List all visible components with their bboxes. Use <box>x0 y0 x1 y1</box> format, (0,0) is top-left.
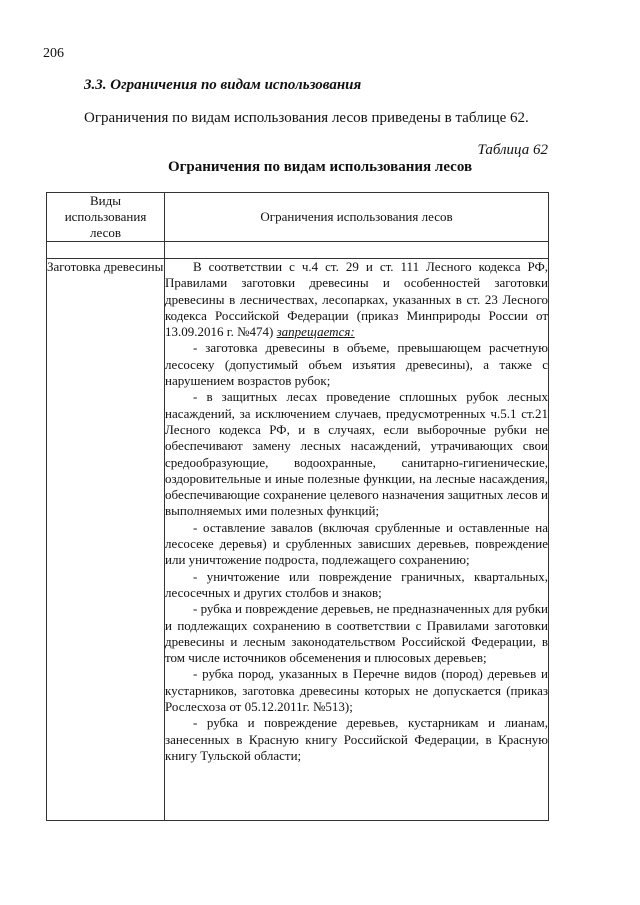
table-spacer-row <box>47 242 549 259</box>
intro-paragraph: Ограничения по видам использования лесов приведены в таблице 62. <box>84 110 529 126</box>
header-usage-types: Виды использования лесов <box>47 193 165 242</box>
restriction-item: - рубка и повреждение деревьев, кустарникам и лианам, занесенных в Красную книгу Российской Федерации, в Красную книгу Тульской области; <box>165 715 548 763</box>
restriction-item: - уничтожение или повреждение граничных, квартальных, лесосечных и других столбов и знаков; <box>165 568 548 600</box>
restriction-item: - рубка пород, указанных в Перечне видов (пород) деревьев и кустарников, заготовка древесины которых не допускается (приказ Рослесхоза от 05.12.2011г. №513); <box>165 666 548 715</box>
page-number: 206 <box>43 46 64 61</box>
usage-category: Заготовка древесины <box>47 259 165 821</box>
prohibited-word: запрещается: <box>276 324 355 340</box>
restriction-intro-text: В соответствии с ч.4 ст. 29 и ст. 111 Лесного кодекса РФ, Правилами заготовки древесины и особенностей заготовки древесины в лесничествах, лесопарках, указанных в ст. 23 Лесного кодекса Российской Федерации (приказ Минприроды России от 13.09.2016 г. №474) <box>165 259 548 340</box>
header-restrictions: Ограничения использования лесов <box>165 193 549 242</box>
restriction-item: - заготовка древесины в объеме, превышающем расчетную лесосеку (допустимый объем изъятия древесины), а также с нарушением возрастов рубок; <box>165 340 548 389</box>
restrictions-cell <box>165 259 549 821</box>
restrictions-table <box>46 192 549 821</box>
table-title: Ограничения по видам использования лесов <box>167 159 473 175</box>
restriction-intro <box>165 259 548 340</box>
restriction-item: - рубка и повреждение деревьев, не предназначенных для рубки и подлежащих сохранению в соответствии с Правилами заготовки древесины и лесным законодательством Российской Федерации, в том числе источников обсеменения и плюсовых деревьев; <box>165 601 548 666</box>
restriction-item: - оставление завалов (включая срубленные и оставленные на лесосеке деревья) и срубленных зависших деревьев, повреждение или уничтожение подроста, подлежащего сохранению; <box>165 519 548 568</box>
section-heading: 3.3. Ограничения по видам использования <box>84 77 362 93</box>
restriction-item: - в защитных лесах проведение сплошных рубок лесных насаждений, за исключением случаев, предусмотренных ч.5.1 ст.21 Лесного кодекса РФ, и в случаях, если выборочные рубки не обеспечивают замену лесных насаждений, утрачивающих свои средообразующие, водоохранные, санитарно-гигиенические, оздоровительные и иные полезные функции, на лесные насаждения, обеспечивающие сохранение целевого назначения защитных лесов и выполняемых ими полезных функций; <box>165 389 548 519</box>
table-row <box>47 259 549 821</box>
table-header-row <box>47 193 549 242</box>
table-label: Таблица 62 <box>477 142 548 158</box>
